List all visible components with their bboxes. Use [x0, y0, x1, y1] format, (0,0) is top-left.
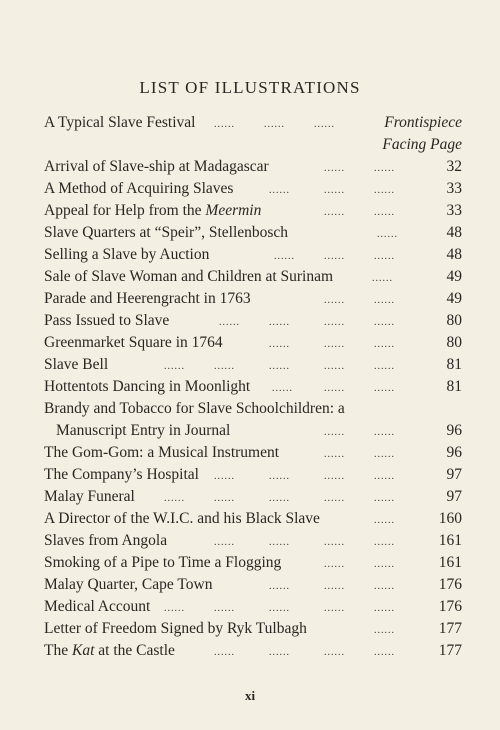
entry-title-continued: Manuscript Entry in Journal	[56, 422, 231, 439]
list-item: Medical Account ...... ...... ...... ...... ...... 176	[44, 596, 462, 618]
list-item: Slave Bell ...... ...... ...... ...... ...... 81	[44, 354, 462, 376]
entry-title: Slave Quarters at “Speir”, Stellenbosch	[44, 224, 289, 241]
entry-page: 97	[446, 488, 462, 505]
entry-title: Smoking of a Pipe to Time a Flogging	[44, 554, 282, 571]
entry-page: 97	[446, 466, 462, 483]
list-item: Slaves from Angola ...... ...... ...... ...... 161	[44, 530, 462, 552]
list-item: Letter of Freedom Signed by Ryk Tulbagh ...... 177	[44, 618, 462, 640]
list-item: A Typical Slave Festival ...... ...... ...... Frontispiece	[44, 112, 462, 134]
entry-title: Pass Issued to Slave	[44, 312, 170, 329]
entry-page: 177	[438, 642, 462, 659]
list-item: The Gom-Gom: a Musical Instrument ...... ...... 96	[44, 442, 462, 464]
entry-page: 176	[438, 598, 462, 615]
entry-page: 81	[446, 356, 462, 373]
entry-title: Slave Bell	[44, 356, 109, 373]
entry-page: 32	[446, 158, 462, 175]
entry-page: Frontispiece	[384, 114, 462, 131]
facing-page-label: Facing Page	[382, 136, 462, 153]
entry-title: A Director of the W.I.C. and his Black Slave	[44, 510, 320, 527]
entry-title: Sale of Slave Woman and Children at Surinam	[44, 268, 334, 285]
entry-page: 80	[446, 334, 462, 351]
page-title: LIST OF ILLUSTRATIONS	[139, 78, 361, 97]
entry-page: 160	[438, 510, 462, 527]
list-item: Smoking of a Pipe to Time a Flogging ...... ...... 161	[44, 552, 462, 574]
entry-title: Appeal for Help from the Meermin	[44, 202, 262, 219]
entry-title: Malay Quarter, Cape Town	[44, 576, 213, 593]
entry-title: The Gom-Gom: a Musical Instrument	[44, 444, 280, 461]
entry-title: Parade and Heerengracht in 1763	[44, 290, 251, 307]
list-item: Malay Funeral ...... ...... ...... ...... ...... 97	[44, 486, 462, 508]
entry-page: 33	[446, 202, 462, 219]
entry-page: 176	[438, 576, 462, 593]
entry-page: 177	[438, 620, 462, 637]
list-item: Greenmarket Square in 1764 ...... ...... ...... 80	[44, 332, 462, 354]
list-item: Pass Issued to Slave ...... ...... ...... ...... 80	[44, 310, 462, 332]
list-item: Brandy and Tobacco for Slave Schoolchildren: a Manuscript Entry in Journal ...... ...... 96	[44, 398, 462, 442]
list-item: Arrival of Slave-ship at Madagascar ...... ...... 32	[44, 156, 462, 178]
page-number: xi	[244, 688, 256, 703]
list-item: Sale of Slave Woman and Children at Surinam ...... 49	[44, 266, 462, 288]
entry-page: 161	[438, 532, 462, 549]
entry-title: Brandy and Tobacco for Slave Schoolchildren: a	[44, 400, 345, 417]
entry-title: Letter of Freedom Signed by Ryk Tulbagh	[44, 620, 307, 637]
list-item: A Method of Acquiring Slaves ...... ...... ...... 33	[44, 178, 462, 200]
entry-page: 48	[446, 224, 462, 241]
entry-title: The Kat at the Castle	[44, 642, 175, 659]
entry-title: Hottentots Dancing in Moonlight	[44, 378, 251, 395]
entry-page: 96	[446, 444, 462, 461]
list-item: Parade and Heerengracht in 1763 ...... ...... 49	[44, 288, 462, 310]
entry-title: Greenmarket Square in 1764	[44, 334, 223, 351]
entry-title: Malay Funeral	[44, 488, 135, 505]
entry-page: 49	[446, 290, 462, 307]
entry-page: 161	[438, 554, 462, 571]
list-item: The Company’s Hospital ...... ...... ...... ...... 97	[44, 464, 462, 486]
entry-title: A Typical Slave Festival	[44, 114, 196, 131]
list-item: Appeal for Help from the Meermin ...... ...... 33	[44, 200, 462, 222]
entry-page: 33	[446, 180, 462, 197]
entry-page: 81	[446, 378, 462, 395]
entry-title: Slaves from Angola	[44, 532, 168, 549]
list-item: Malay Quarter, Cape Town ...... ...... ...... 176	[44, 574, 462, 596]
entry-title: Arrival of Slave-ship at Madagascar	[44, 158, 269, 175]
entry-page: 80	[446, 312, 462, 329]
entry-title: The Company’s Hospital	[44, 466, 199, 483]
entry-page: 96	[446, 422, 462, 439]
list-item: Hottentots Dancing in Moonlight ...... ...... ...... 81	[44, 376, 462, 398]
facing-label-row	[44, 134, 462, 156]
list-item: Selling a Slave by Auction ...... ...... ...... 48	[44, 244, 462, 266]
entry-title: Medical Account	[44, 598, 151, 615]
entry-title: Selling a Slave by Auction	[44, 246, 210, 263]
list-item: A Director of the W.I.C. and his Black Slave ...... 160	[44, 508, 462, 530]
entry-title: A Method of Acquiring Slaves	[44, 180, 234, 197]
entry-page: 49	[446, 268, 462, 285]
entry-page: 48	[446, 246, 462, 263]
list-item: The Kat at the Castle ...... ...... ...... ...... 177	[44, 640, 462, 662]
list-item: Slave Quarters at “Speir”, Stellenbosch ...... 48	[44, 222, 462, 244]
illustrations-list	[44, 112, 462, 662]
